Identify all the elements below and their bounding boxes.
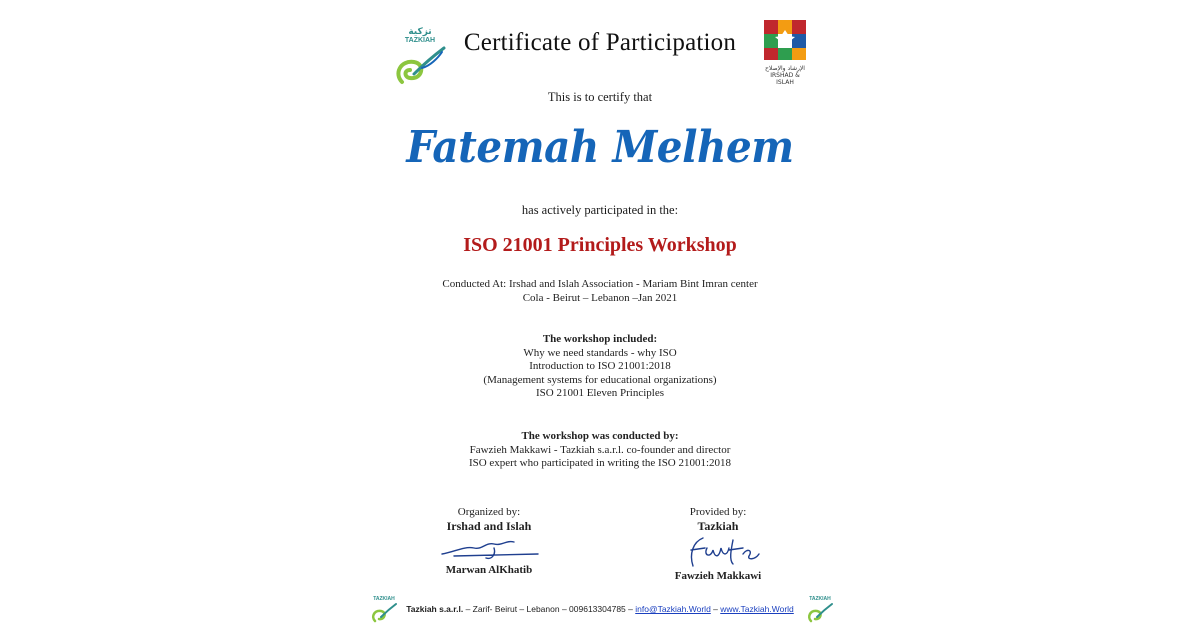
footer-email-link[interactable]: info@Tazkiah.World [635,604,711,614]
certificate-title: Certificate of Participation [463,29,737,56]
tazkiah-logo-arabic: تزكية [408,26,432,36]
included-item: Introduction to ISO 21001:2018 [529,360,671,372]
signature-marwan-icon [434,534,544,564]
included-item: ISO 21001 Eleven Principles [535,387,664,399]
signature-block-organizer [389,506,589,576]
organizer-name: Irshad and Islah [446,519,532,533]
signatory-name-right: Fawzieh Makkawi [674,570,762,582]
signature-fawzieh-icon [663,534,773,570]
included-item: Why we need standards - why ISO [523,346,677,359]
provider-name: Tazkiah [697,519,739,533]
footer-separator: – [710,604,721,614]
irshad-logo-arabic: الإرشاد والإصلاح [765,65,805,72]
tazkiah-logo-text: TAZKIAH [373,596,395,602]
tazkiah-logo-text: TAZKIAH [404,37,436,44]
conducted-at-line: Conducted At: Irshad and Islah Association - Mariam Bint Imran center [442,278,758,290]
included-heading: The workshop included: [542,333,658,345]
signature-block-provider [618,506,818,582]
footer-company: Tazkiah s.a.r.l. [406,604,464,614]
irshad-logo-latin: IRSHAD & ISLAH [770,72,800,86]
workshop-included-block [0,333,1200,401]
provided-by-label: Provided by: [689,506,747,518]
footer-website-link[interactable]: www.Tazkiah.World [720,604,794,614]
participated-text: has actively participated in the: [521,203,679,217]
conducted-at-block [0,278,1200,305]
conductor-line: Fawzieh Makkawi - Tazkiah s.a.r.l. co-founder and director [469,443,731,456]
included-item: (Management systems for educational organizations) [483,373,717,386]
certify-text: This is to certify that [547,90,653,104]
organized-by-label: Organized by: [457,506,521,518]
workshop-title: ISO 21001 Principles Workshop [463,234,737,256]
signatory-name-left: Marwan AlKhatib [445,564,533,576]
tazkiah-logo-text: TAZKIAH [809,596,831,602]
footer-contact [0,604,1200,614]
recipient-name: Fatemah Melhem [406,122,794,173]
conducted-by-block [0,430,1200,471]
conductor-expertise-line: ISO expert who participated in writing the ISO 21001:2018 [468,457,732,469]
location-date-line: Cola - Beirut – Lebanon –Jan 2021 [522,291,678,304]
conducted-by-heading: The workshop was conducted by: [521,430,679,442]
footer-address: – Zarif- Beirut – Lebanon – 009613304785 – [463,604,636,614]
